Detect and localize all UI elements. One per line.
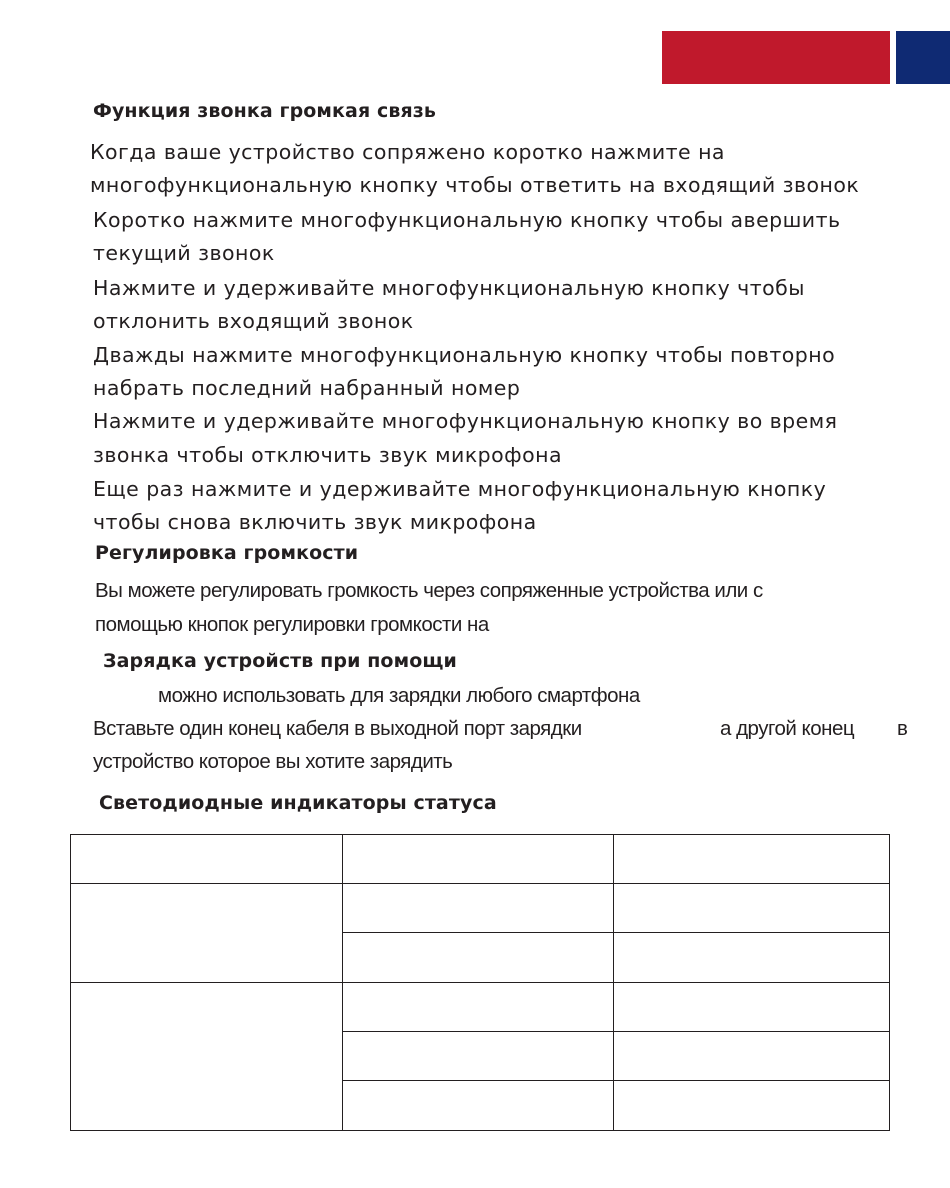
charging-line: устройство которое вы хотите зарядить: [93, 750, 453, 773]
call-function-line: многофункциональную кнопку чтобы ответить на входящий звонок: [90, 173, 860, 197]
table-row-divider: [70, 883, 890, 884]
table-border-bottom: [70, 1130, 890, 1131]
table-subrow-divider: [342, 1080, 890, 1081]
call-function-line: Коротко нажмите многофункциональную кнопку чтобы авершить: [93, 208, 841, 232]
call-function-line: Когда ваше устройство сопряжено коротко нажмите на: [90, 140, 725, 164]
table-row-divider: [70, 982, 890, 983]
charging-line: можно использовать для зарядки любого смартфона: [158, 684, 640, 707]
volume-line: Вы можете регулировать громкость через сопряженные устройства или с: [95, 579, 763, 602]
header-accent-blue-bar: [896, 31, 950, 84]
charging-heading: Зарядка устройств при помощи: [103, 650, 457, 672]
call-function-line: Еще раз нажмите и удерживайте многофункциональную кнопку: [93, 477, 827, 501]
call-function-line: Нажмите и удерживайте многофункциональную кнопку во время: [93, 409, 838, 433]
table-subrow-divider: [342, 932, 890, 933]
call-function-line: отклонить входящий звонок: [93, 309, 414, 333]
header-accent-red-bar: [662, 31, 890, 84]
call-function-line: чтобы снова включить звук микрофона: [93, 510, 537, 534]
led-status-table: [70, 834, 890, 1131]
charging-line: в: [897, 717, 908, 740]
volume-line: помощью кнопок регулировки громкости на: [95, 613, 489, 636]
call-function-line: набрать последний набранный номер: [93, 376, 521, 400]
call-function-line: Нажмите и удерживайте многофункциональную кнопку чтобы: [93, 276, 805, 300]
call-function-line: текущий звонок: [93, 241, 275, 265]
table-border-top: [70, 834, 890, 835]
table-subrow-divider: [342, 1031, 890, 1032]
call-function-line: Дважды нажмите многофункциональную кнопку чтобы повторно: [93, 343, 836, 367]
charging-line: а другой конец: [720, 717, 855, 740]
led-heading: Светодиодные индикаторы статуса: [99, 792, 497, 814]
call-function-heading: Функция звонка громкая связь: [93, 100, 437, 122]
call-function-line: звонка чтобы отключить звук микрофона: [93, 443, 562, 467]
charging-line: Вставьте один конец кабеля в выходной порт зарядки: [93, 717, 582, 740]
volume-heading: Регулировка громкости: [95, 542, 359, 564]
